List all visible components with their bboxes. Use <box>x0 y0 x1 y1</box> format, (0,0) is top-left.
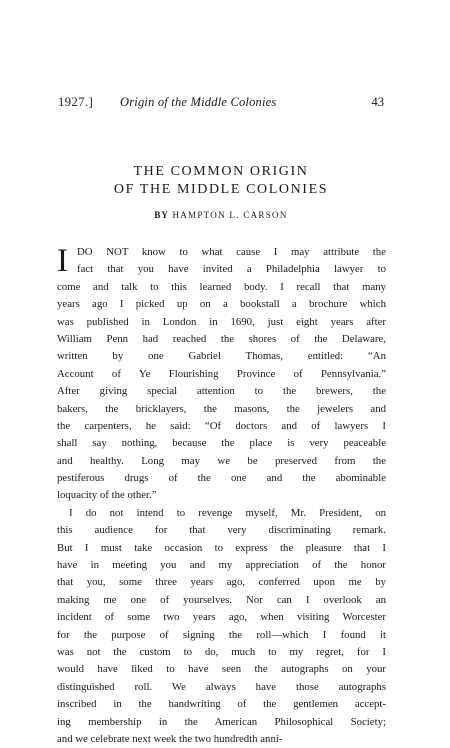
text-line: pestiferous drugs of the one and the abominable <box>57 472 386 485</box>
text-line: years ago I picked up on a bookstall a brochure which <box>57 298 386 311</box>
article-body <box>57 244 386 748</box>
text-line: that you, some three years ago, conferred upon me by <box>57 576 386 589</box>
text-line: have in meeting you and my appreciation of the honor <box>57 559 386 572</box>
text-line: come and talk to this learned body. I recall that many <box>57 280 386 293</box>
text-line: was published in London in 1690, just eight years after <box>57 315 386 328</box>
running-head-year: 1927.] <box>58 95 94 109</box>
running-head-title: Origin of the Middle Colonies <box>120 95 277 109</box>
running-head <box>58 95 384 111</box>
text-line: William Penn had reached the shores of the Delaware, <box>57 332 386 345</box>
text-line: written by one Gabriel Thomas, entitled: “An <box>57 350 386 363</box>
paragraph-2 <box>57 505 386 748</box>
text-line: Account of Ye Flourishing Province of Pennsylvania.” <box>57 367 386 380</box>
drop-cap: I <box>57 243 68 279</box>
text-line: incident of some two years ago, when visiting Worcester <box>57 611 386 624</box>
text-line: and we celebrate next week the two hundredth anni- <box>57 732 283 745</box>
text-line: I do not intend to revenge myself, Mr. President, on <box>69 506 386 519</box>
text-line: this audience for that very discriminating remark. <box>57 524 386 537</box>
paragraph-1 <box>57 244 386 505</box>
text-line: DO NOT know to what cause I may attribute the <box>77 246 386 258</box>
text-line: After giving special attention to the brewers, the <box>57 385 386 398</box>
byline <box>58 210 384 220</box>
text-line: But I must take occasion to express the pleasure that I <box>57 541 386 554</box>
byline-author: HAMPTON L. CARSON <box>172 210 288 220</box>
page-number: 43 <box>371 95 384 109</box>
byline-by: BY <box>154 210 169 220</box>
text-line: making me one of yourselves. Nor can I overlook an <box>57 593 386 606</box>
text-line: distinguished roll. We always have those autographs <box>57 680 386 693</box>
text-line: was not the custom to do, much to my regret, for I <box>57 645 386 658</box>
text-line: ing membership in the American Philosophical Society; <box>57 715 386 728</box>
text-line: bakers, the bricklayers, the masons, the jewelers and <box>57 402 386 415</box>
text-line: and healthy. Long may we be preserved from the <box>57 454 386 467</box>
text-line: loquacity of the other.” <box>57 489 157 502</box>
article-title-line-1: THE COMMON ORIGIN <box>133 164 309 179</box>
text-line: inscribed in the handwriting of the gentlemen accept- <box>57 698 386 711</box>
text-line: would have liked to have seen the autographs on your <box>57 663 386 676</box>
text-line: fact that you have invited a Philadelphia lawyer to <box>77 263 386 276</box>
text-line: the carpenters, he said: “Of doctors and of lawyers I <box>57 419 386 432</box>
text-line: shall say nothing, because the place is very peaceable <box>57 437 386 450</box>
article-title-line-2: OF THE MIDDLE COLONIES <box>113 182 329 197</box>
text-line: for the purpose of signing the roll—which I found it <box>57 628 386 641</box>
